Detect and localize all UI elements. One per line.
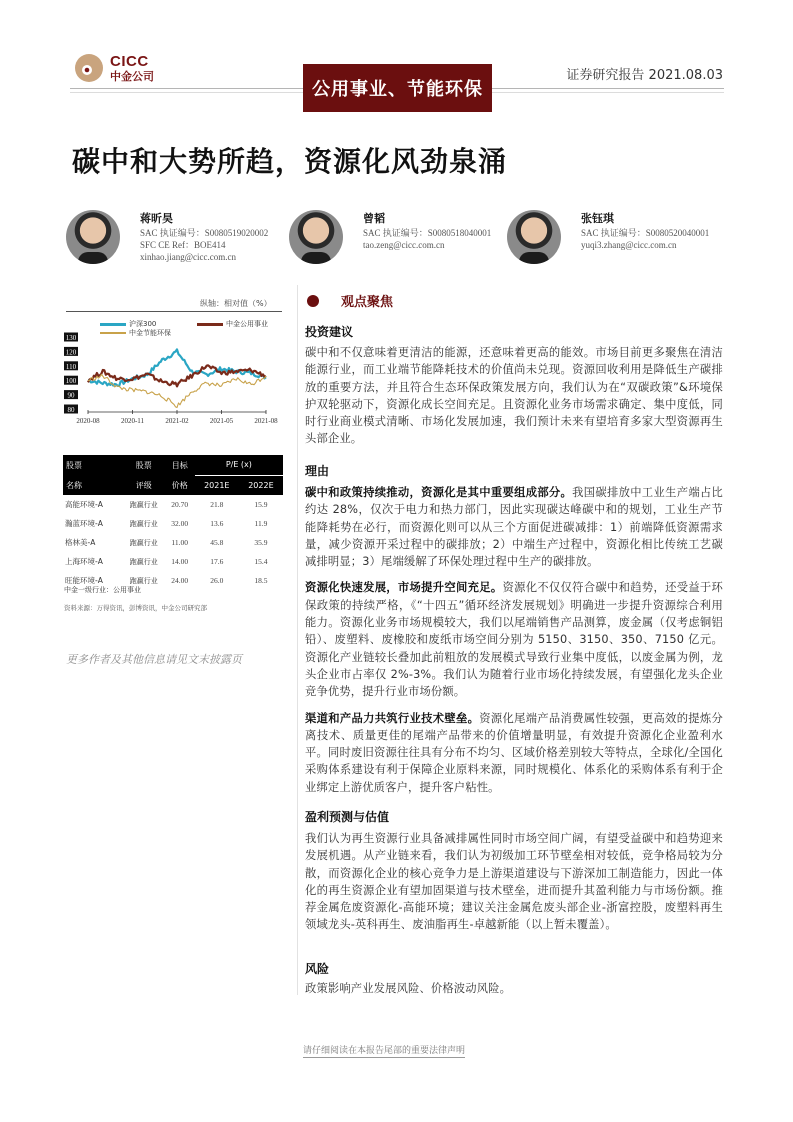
legend-label: 中金公用事业 [226,320,268,328]
author-email[interactable]: xinhao.jiang@cicc.com.cn [140,252,237,263]
section-risks [305,960,723,997]
target-price: 32.00 [171,519,189,528]
pe-2021e: 13.6 [210,519,224,528]
author-card [289,210,491,264]
stock-name: 瀚蓝环境-A [65,519,103,528]
col-header-target: 目标 [165,455,195,475]
author-avatar [289,210,343,264]
section-reasons [305,462,723,796]
author-name: 张钰琪 [581,212,614,225]
logo-text-en: CICC [110,53,149,70]
author-avatar [507,210,561,264]
page-title: 碳中和大势所趋，资源化风劲泉涌 [72,145,508,178]
stock-rating: 跑赢行业 [129,538,158,547]
col-header-price: 价格 [165,475,195,495]
author-email[interactable]: yuqi3.zhang@cicc.com.cn [581,239,677,250]
svg-text:90: 90 [67,391,75,400]
stock-name: 高能环境-A [65,500,103,509]
cicc-logo-icon [74,53,104,83]
stock-name: 格林美-A [65,538,96,547]
svg-text:2021-05: 2021-05 [209,417,234,425]
svg-text:130: 130 [65,334,77,342]
col-header-stock-2: 股票 [123,455,165,475]
section-investment-advice [305,323,723,448]
col-header-stock: 股票 [63,455,123,475]
pe-2021e: 21.8 [210,500,224,509]
legal-disclaimer-link[interactable]: 请仔细阅读在本报告尾部的重要法律声明 [303,1043,465,1058]
author-avatar [66,210,120,264]
logo-text-cn: 中金公司 [110,70,154,83]
cicc-logo [74,50,174,86]
focus-header [307,291,393,310]
stock-name: 旺能环境-A [65,576,103,585]
legend-label: 中金节能环保 [129,329,171,337]
author-name: 蒋昕昊 [140,212,173,225]
svg-text:100: 100 [65,377,77,386]
author-name: 曾韬 [363,212,385,225]
author-sac-id: SAC 执证编号：S0080518040001 [363,227,492,238]
table-row [63,533,283,552]
stock-name: 上海环境-A [65,557,103,566]
svg-text:120: 120 [65,348,77,357]
col-header-2022e: 2022E [239,475,283,495]
section-heading: 风险 [305,962,330,976]
svg-text:2021-02: 2021-02 [165,417,189,425]
pe-2022e: 15.9 [254,500,268,509]
paragraph: 碳中和政策持续推动，资源化是其中重要组成部分。我国碳排放中工业生产端占比约达 28%，仅次于电力和热力部门，因此实现碳达峰碳中和的规划，工业生产节能降耗势在必行，而资源化则可以从三个方面促进碳减排：1）前端降低资源需求量，减少资源开采过程中的碳排放；2）中端生产过程中，资源化相比传统工艺碳减排明显；3）尾端缓解了环保处理过程中生产的碳排放。 [305,486,724,569]
svg-text:2020-11: 2020-11 [120,417,145,425]
section-earnings-valuation [305,808,723,934]
paragraph: 政策影响产业发展风险、价格波动风险。 [305,982,512,995]
svg-text:2021-08: 2021-08 [254,417,278,425]
relative-performance-chart [62,315,290,440]
report-type-date: 证券研究报告 2021.08.03 [566,68,723,83]
pe-valuation-table [63,455,283,590]
pe-2022e: 11.9 [254,519,268,528]
pe-2021e: 26.0 [210,576,224,585]
author-sfc-ref: SFC CE Ref：BOE414 [140,239,226,250]
section-heading: 理由 [305,464,330,478]
stock-rating: 跑赢行业 [129,500,158,509]
author-sac-id: SAC 执证编号：S0080520040001 [581,227,710,238]
chart-axis-note: 纵轴：相对值（%） [200,299,272,308]
author-card [66,210,268,264]
paragraph: 碳中和不仅意味着更清洁的能源，还意味着更高的能效。市场目前更多聚焦在清洁能源行业，而工业端节能降耗技术的价值尚未兑现。资源回收利用是降低生产碳排放的重要方法，并且符合生态环保政策发展方向，我们认为在“双碳政策”&环境保护双轮驱动下，资源化成长空间充足。且资源化业务市场需求确定、集中度低，同时行业商业模式清晰、市场化发展加速，我们预计未来有望培育多家大型资源再生头部企业。 [305,346,723,446]
stock-rating: 跑赢行业 [129,557,158,566]
legend-label: 沪深300 [129,320,157,328]
table-row [63,514,283,533]
focus-title: 观点聚焦 [341,295,394,310]
chart-plot-area [62,315,290,440]
target-price: 24.00 [171,576,189,585]
col-header-rating: 评级 [123,475,165,495]
industry-note: 中金一级行业：公用事业 [64,586,141,594]
paragraph: 资源化快速发展，市场提升空间充足。资源化不仅仅符合碳中和趋势，还受益于环保政策的持续严格，《“十四五”循环经济发展规划》明确进一步提升资源综合利用能力。资源化业务市场规模较大，我们以尾端销售产品测算，废金属（仅考虑铜铝铅）、废塑料、废橡胶和废纸市场空间分别为 5150、3150、350、7150 亿元。资源化产业链较长叠加此前粗放的发展模式导致行业集中度低，以废金属为例，龙头企业市占率仅 2%-3%。我们认为随着行业市场化持续发展，有望强化龙头企业竞争优势，提升行业市场份额。 [305,581,723,699]
target-price: 20.70 [171,500,189,509]
pe-2022e: 18.5 [254,576,268,585]
sector-badge: 公用事业、节能环保 [303,64,492,112]
table-row [63,552,283,571]
svg-text:110: 110 [65,362,77,371]
target-price: 11.00 [171,538,189,547]
pe-2021e: 45.8 [210,538,224,547]
author-sac-id: SAC 执证编号：S0080519020002 [140,227,269,238]
stock-rating: 跑赢行业 [129,519,158,528]
section-heading: 投资建议 [305,325,354,339]
paragraph: 渠道和产品力共筑行业技术壁垒。资源化尾端产品消费属性较强，更高效的提炼分离技术、质量更佳的尾端产品带来的价值增量明显，有效提升资源化企业盈利水平。同时废旧资源往往具有分布不均匀、区域价格差别较大等特点，全球化/全国化采购体系建设有利于保障企业原料来源，同时规模化、体系化的采购体系有利于企业绑定上游优质客户，提升客户粘性。 [305,711,723,794]
col-header-pe: P/E (x) [195,455,283,475]
author-card [507,210,709,264]
table-row [63,495,283,514]
stock-rating: 跑赢行业 [129,576,158,585]
paragraph: 我们认为再生资源行业具备减排属性同时市场空间广阔，有望受益碳中和趋势迎来发展机遇。从产业链来看，我们认为初级加工环节壁垒相对较低，竞争格局较为分散，而资源化企业的核心竞争力是上游渠道建设与下游深加工制造能力，因此一体化的再生资源企业有望加固渠道与技术壁垒，进而提升其盈利能力与市场份额。推荐金属危废资源化-高能环境；建议关注金属危废头部企业-浙富控股，废塑料再生领域龙头-英科再生、废油脂再生-卓越新能（以上暂未覆盖）。 [305,832,723,932]
column-divider [297,285,298,995]
pe-2022e: 35.9 [254,538,268,547]
source-note: 资料来源：万得资讯，彭博资讯，中金公司研究部 [64,604,207,612]
section-heading: 盈利预测与估值 [305,810,390,824]
svg-text:80: 80 [67,406,75,414]
bullet-dots-icon [307,295,329,307]
target-price: 14.00 [171,557,189,566]
more-authors-note: 更多作者及其他信息请见文末披露页 [66,653,242,666]
pe-2021e: 17.6 [210,557,224,566]
pe-2022e: 15.4 [254,557,268,566]
col-header-name: 名称 [63,475,123,495]
svg-text:2020-08: 2020-08 [76,417,100,425]
author-email[interactable]: tao.zeng@cicc.com.cn [363,239,445,250]
col-header-2021e: 2021E [195,475,239,495]
chart-top-rule [66,311,282,312]
